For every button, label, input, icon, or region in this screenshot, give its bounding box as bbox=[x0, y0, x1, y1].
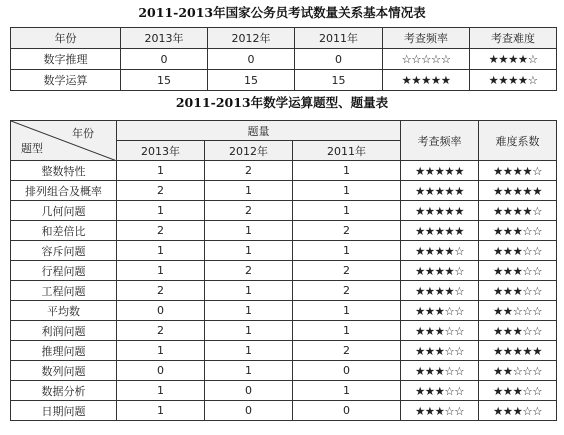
cell-2011: 1 bbox=[293, 161, 401, 181]
cell-2012: 1 bbox=[205, 221, 293, 241]
frequency-stars: ★★★☆☆ bbox=[401, 361, 479, 381]
table-row bbox=[11, 281, 557, 301]
row-label: 数列问题 bbox=[11, 361, 117, 381]
header-2012: 2012年 bbox=[208, 28, 295, 49]
header-2013: 2013年 bbox=[117, 141, 205, 161]
row-label: 整数特性 bbox=[11, 161, 117, 181]
cell-2013: 2 bbox=[117, 221, 205, 241]
frequency-stars: ★★★★★ bbox=[401, 201, 479, 221]
table-row bbox=[11, 161, 557, 181]
table-header-row bbox=[11, 28, 557, 49]
row-label: 日期问题 bbox=[11, 401, 117, 421]
cell-2013: 1 bbox=[117, 201, 205, 221]
cell-2011: 2 bbox=[293, 261, 401, 281]
table-row bbox=[11, 241, 557, 261]
cell-2013: 0 bbox=[117, 361, 205, 381]
row-label: 排列组合及概率 bbox=[11, 181, 117, 201]
difficulty-stars: ★★★☆☆ bbox=[479, 381, 557, 401]
frequency-stars: ★★★★☆ bbox=[401, 241, 479, 261]
cell-2013: 1 bbox=[117, 401, 205, 421]
frequency-stars: ★★★★☆ bbox=[401, 261, 479, 281]
frequency-stars: ★★★☆☆ bbox=[401, 381, 479, 401]
difficulty-stars: ★★★★★ bbox=[479, 341, 557, 361]
cell-2011: 1 bbox=[293, 381, 401, 401]
difficulty-stars: ★★☆☆☆ bbox=[479, 361, 557, 381]
diagonal-header-cell bbox=[11, 121, 117, 161]
row-label: 数字推理 bbox=[11, 49, 121, 70]
row-label: 利润问题 bbox=[11, 321, 117, 341]
row-label: 几何问题 bbox=[11, 201, 117, 221]
cell-2012: 1 bbox=[205, 281, 293, 301]
cell-2012: 0 bbox=[205, 401, 293, 421]
header-2013: 2013年 bbox=[121, 28, 208, 49]
row-label: 容斥问题 bbox=[11, 241, 117, 261]
cell-2012: 0 bbox=[208, 49, 295, 70]
difficulty-stars: ★★★☆☆ bbox=[479, 321, 557, 341]
difficulty-stars: ★★★☆☆ bbox=[479, 401, 557, 421]
table-row bbox=[11, 261, 557, 281]
frequency-stars: ★★★★★ bbox=[401, 181, 479, 201]
header-year: 年份 bbox=[11, 28, 121, 49]
table-row bbox=[11, 70, 557, 91]
cell-2012: 1 bbox=[205, 301, 293, 321]
row-label: 行程问题 bbox=[11, 261, 117, 281]
cell-2011: 1 bbox=[293, 301, 401, 321]
cell-2013: 1 bbox=[117, 261, 205, 281]
cell-2012: 0 bbox=[205, 381, 293, 401]
corner-year-label: 年份 bbox=[72, 127, 94, 140]
cell-2013: 15 bbox=[121, 70, 208, 91]
cell-2012: 2 bbox=[205, 161, 293, 181]
cell-2012: 2 bbox=[205, 201, 293, 221]
cell-2011: 2 bbox=[293, 341, 401, 361]
difficulty-stars: ★★★☆☆ bbox=[479, 261, 557, 281]
row-label: 数据分析 bbox=[11, 381, 117, 401]
basic-situation-table bbox=[10, 27, 557, 91]
cell-2013: 0 bbox=[117, 301, 205, 321]
difficulty-stars: ★★★★☆ bbox=[470, 70, 557, 91]
cell-2011: 15 bbox=[295, 70, 383, 91]
cell-2012: 1 bbox=[205, 361, 293, 381]
cell-2013: 1 bbox=[117, 241, 205, 261]
frequency-stars: ☆☆☆☆☆ bbox=[383, 49, 470, 70]
cell-2013: 1 bbox=[117, 341, 205, 361]
header-frequency: 考查频率 bbox=[383, 28, 470, 49]
cell-2012: 1 bbox=[205, 341, 293, 361]
table-row bbox=[11, 361, 557, 381]
frequency-stars: ★★★☆☆ bbox=[401, 401, 479, 421]
cell-2013: 2 bbox=[117, 281, 205, 301]
cell-2012: 1 bbox=[205, 181, 293, 201]
header-frequency: 考查频率 bbox=[401, 121, 479, 161]
header-2012: 2012年 bbox=[205, 141, 293, 161]
cell-2013: 1 bbox=[117, 381, 205, 401]
cell-2012: 1 bbox=[205, 321, 293, 341]
table-row bbox=[11, 401, 557, 421]
difficulty-stars: ★★☆☆☆ bbox=[479, 301, 557, 321]
table2-title: 2011-2013年数学运算题型、题量表 bbox=[175, 95, 389, 110]
header-2011: 2011年 bbox=[295, 28, 383, 49]
table-row bbox=[11, 49, 557, 70]
cell-2011: 0 bbox=[293, 361, 401, 381]
cell-2013: 2 bbox=[117, 181, 205, 201]
table-row bbox=[11, 301, 557, 321]
question-type-table bbox=[10, 120, 557, 421]
header-difficulty: 考查难度 bbox=[470, 28, 557, 49]
cell-2011: 0 bbox=[293, 401, 401, 421]
cell-2011: 0 bbox=[295, 49, 383, 70]
table-row bbox=[11, 341, 557, 361]
cell-2013: 0 bbox=[121, 49, 208, 70]
cell-2012: 1 bbox=[205, 241, 293, 261]
table1-title: 2011-2013年国家公务员考试数量关系基本情况表 bbox=[138, 5, 426, 20]
table-row bbox=[11, 321, 557, 341]
cell-2011: 1 bbox=[293, 201, 401, 221]
frequency-stars: ★★★★★ bbox=[383, 70, 470, 91]
cell-2012: 15 bbox=[208, 70, 295, 91]
cell-2012: 2 bbox=[205, 261, 293, 281]
frequency-stars: ★★★★★ bbox=[401, 221, 479, 241]
difficulty-stars: ★★★☆☆ bbox=[479, 221, 557, 241]
difficulty-stars: ★★★★☆ bbox=[479, 201, 557, 221]
cell-2013: 2 bbox=[117, 321, 205, 341]
difficulty-stars: ★★★☆☆ bbox=[479, 281, 557, 301]
table-header-row bbox=[11, 121, 557, 141]
corner-type-label: 题型 bbox=[21, 142, 43, 155]
header-question-count: 题量 bbox=[117, 121, 401, 141]
cell-2011: 2 bbox=[293, 281, 401, 301]
frequency-stars: ★★★☆☆ bbox=[401, 321, 479, 341]
difficulty-stars: ★★★☆☆ bbox=[479, 241, 557, 261]
table-row bbox=[11, 201, 557, 221]
cell-2011: 1 bbox=[293, 241, 401, 261]
cell-2011: 1 bbox=[293, 181, 401, 201]
cell-2013: 1 bbox=[117, 161, 205, 181]
header-difficulty: 难度系数 bbox=[479, 121, 557, 161]
table-row bbox=[11, 221, 557, 241]
cell-2011: 1 bbox=[293, 321, 401, 341]
row-label: 平均数 bbox=[11, 301, 117, 321]
table-row bbox=[11, 181, 557, 201]
difficulty-stars: ★★★★☆ bbox=[470, 49, 557, 70]
row-label: 工程问题 bbox=[11, 281, 117, 301]
row-label: 数学运算 bbox=[11, 70, 121, 91]
frequency-stars: ★★★☆☆ bbox=[401, 301, 479, 321]
difficulty-stars: ★★★★☆ bbox=[479, 161, 557, 181]
header-2011: 2011年 bbox=[293, 141, 401, 161]
row-label: 推理问题 bbox=[11, 341, 117, 361]
table-row bbox=[11, 381, 557, 401]
frequency-stars: ★★★★☆ bbox=[401, 281, 479, 301]
difficulty-stars: ★★★★★ bbox=[479, 181, 557, 201]
row-label: 和差倍比 bbox=[11, 221, 117, 241]
frequency-stars: ★★★☆☆ bbox=[401, 341, 479, 361]
frequency-stars: ★★★★★ bbox=[401, 161, 479, 181]
cell-2011: 2 bbox=[293, 221, 401, 241]
